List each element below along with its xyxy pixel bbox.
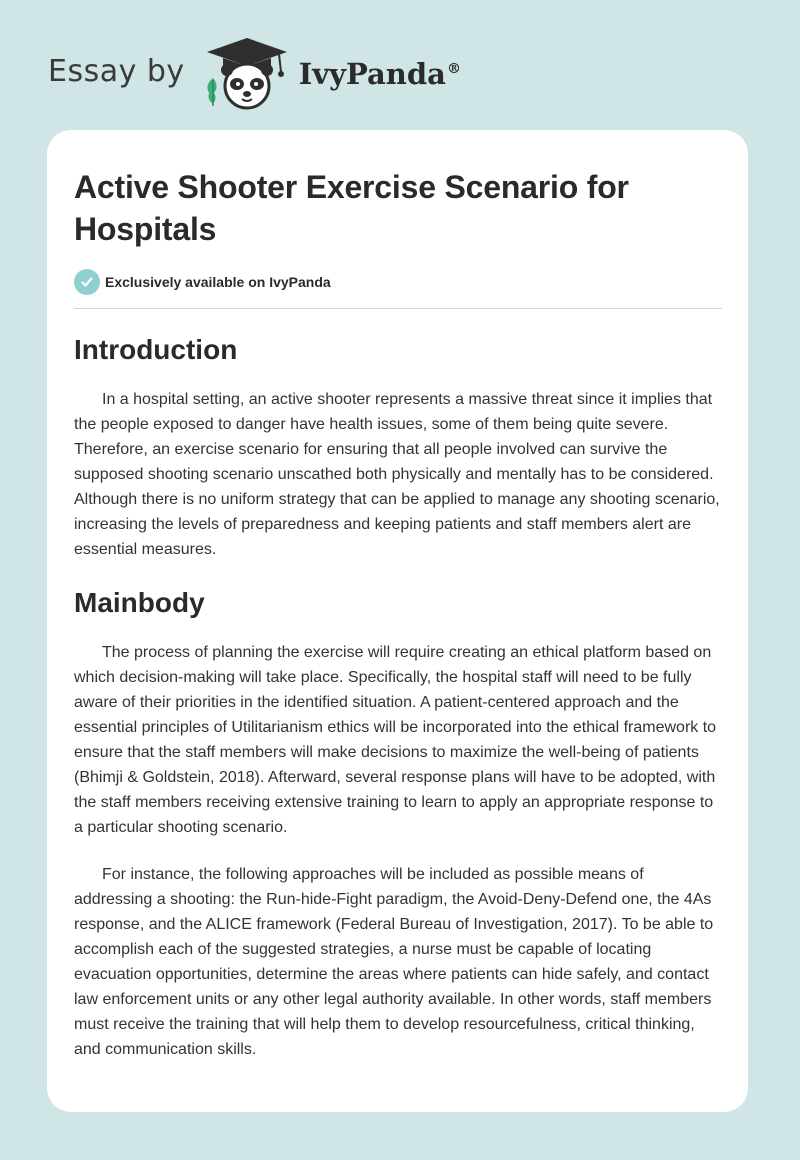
mainbody-paragraph-1: The process of planning the exercise will require creating an ethical platform based on which decision-making will take place. Specifically, the hospital staff will need to be fully aware of their priorities in the identified situation. A patient-centered approach and the essential principles of Utilitarianism ethics will be incorporated into the ethical framework to ensure that the staff members will make decisions to maximize the well-being of patients (Bhimji & Goldstein, 2018). Afterward, several response plans will have to be adopted, with the staff members receiving extensive training to learn to apply an appropriate response to a particular shooting scenario. bbox=[74, 644, 717, 836]
brand-name[interactable]: IvyPanda® bbox=[298, 57, 461, 91]
title-divider bbox=[74, 308, 722, 309]
panda-logo-icon[interactable] bbox=[199, 34, 295, 110]
check-circle-icon bbox=[74, 269, 100, 295]
site-header bbox=[48, 34, 461, 110]
essay-card bbox=[47, 130, 748, 1112]
section-heading-introduction: Introduction bbox=[74, 334, 238, 365]
essay-by-label: Essay by bbox=[48, 53, 185, 89]
intro-paragraph: In a hospital setting, an active shooter represents a massive threat since it implies that the people exposed to danger have health issues, some of them being quite severe. Therefore, an exercise scenario for ensuring that all people involved can survive the supposed shooting scenario unscathed both physically and mentally has to be considered. Although there is no uniform strategy that can be applied to manage any shooting scenario, increasing the levels of preparedness and keeping patients and staff members alert are essential measures. bbox=[74, 391, 720, 558]
mainbody-paragraph-2: For instance, the following approaches will be included as possible means of addressing a shooting: the Run-hide-Fight paradigm, the Avoid-Deny-Defend one, the 4As response, and the ALICE framework (Federal Bureau of Investigation, 2017). To be able to accomplish each of the suggested strategies, a nurse must be capable of locating evacuation opportunities, determine the areas where patients can hide safely, and contact law enforcement units or any other legal authority available. In other words, staff members must receive the training that will help them to develop resourcefulness, critical thinking, and communication skills. bbox=[74, 866, 714, 1058]
section-heading-mainbody: Mainbody bbox=[74, 587, 205, 618]
exclusive-label: Exclusively available on IvyPanda bbox=[105, 274, 331, 290]
exclusive-badge bbox=[74, 268, 722, 296]
registered-mark: ® bbox=[446, 61, 461, 78]
page-title: Active Shooter Exercise Scenario for Hospitals bbox=[74, 169, 629, 247]
